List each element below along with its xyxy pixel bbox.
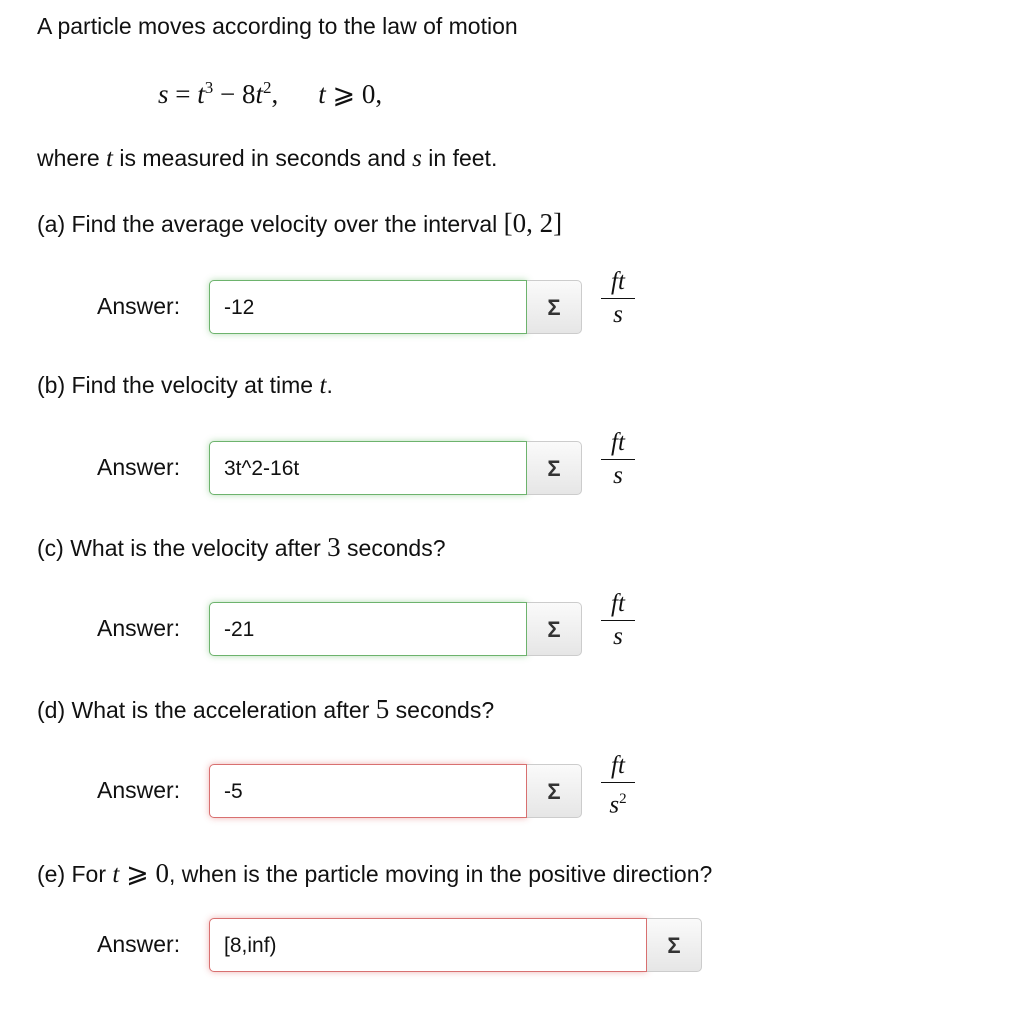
eq-cond-t: t [318, 79, 326, 109]
answer-input-b[interactable]: 3t^2-16t [209, 441, 527, 495]
eq-minus: − 8 [213, 79, 256, 109]
question-c [37, 532, 446, 563]
unit-fraction [601, 429, 635, 492]
q-math-t: t [112, 861, 120, 888]
answer-label: Answer: [97, 615, 181, 641]
answer-input-d[interactable]: -5 [209, 764, 527, 818]
q-text: (d) What is the acceleration after [37, 697, 376, 723]
intro-text: A particle moves according to the law of motion [37, 13, 518, 39]
equation-editor-button[interactable]: Σ [527, 280, 582, 334]
unit-fraction [601, 752, 635, 821]
unit-num: ft [601, 590, 635, 621]
answer-input-c[interactable]: -21 [209, 602, 527, 656]
q-post: seconds? [340, 535, 446, 561]
where-c: in feet. [421, 145, 498, 171]
where-s: s [412, 145, 422, 172]
unit-den-text: s [613, 301, 623, 328]
answer-input-e[interactable]: [8,inf) [209, 918, 647, 972]
unit-num: ft [601, 752, 635, 783]
q-text: (b) Find the velocity at time [37, 372, 320, 398]
q-post: , when is the particle moving in the positive direction? [168, 861, 713, 887]
eq-cond: ⩾ 0, [325, 79, 383, 109]
unit-num: ft [601, 429, 635, 460]
answer-label: Answer: [97, 777, 181, 803]
eq-exp2: 2 [263, 78, 272, 97]
q-text: (a) Find the average velocity over the interval [37, 211, 504, 237]
q-post: . [326, 372, 333, 398]
eq-t2: t [255, 79, 264, 109]
answer-label: Answer: [97, 454, 181, 480]
unit-den-text: s [613, 623, 623, 650]
answer-input-a[interactable]: -12 [209, 280, 527, 334]
unit-fraction [601, 590, 635, 653]
question-e [37, 858, 712, 889]
unit-exp: 2 [619, 791, 627, 807]
q-math: ⩾ 0 [119, 858, 169, 888]
question-b [37, 372, 333, 400]
question-a [37, 208, 562, 239]
unit-den-text: s [613, 462, 623, 489]
question-d [37, 694, 494, 725]
where-t: t [106, 145, 113, 172]
answer-label: Answer: [97, 293, 181, 319]
eq-comma: , [271, 79, 279, 109]
q-text: (c) What is the velocity after [37, 535, 328, 561]
where-a: where [37, 145, 107, 171]
q-math: 5 [375, 694, 390, 724]
equation-editor-button[interactable]: Σ [647, 918, 702, 972]
unit-den [601, 621, 635, 653]
where-text [37, 145, 497, 173]
equation-editor-button[interactable]: Σ [527, 764, 582, 818]
unit-den [601, 299, 635, 331]
unit-num: ft [601, 268, 635, 299]
eq-t: t [197, 79, 205, 109]
q-text: (e) For [37, 861, 113, 887]
q-math: [0, 2] [503, 208, 563, 238]
q-math: 3 [327, 532, 341, 562]
eq-exp3: 3 [204, 78, 214, 97]
q-math: t [319, 372, 327, 399]
unit-fraction [601, 268, 635, 331]
unit-den-text: s [609, 791, 620, 819]
equation-editor-button[interactable]: Σ [527, 602, 582, 656]
eq-s: s [158, 79, 169, 109]
where-b: is measured in seconds and [113, 145, 413, 171]
unit-den [601, 783, 635, 821]
equation: $s = t^3 - 8t^2$, t ⩾ 0, [158, 78, 383, 109]
q-post: seconds? [389, 697, 495, 723]
equation-editor-button[interactable]: Σ [527, 441, 582, 495]
unit-den [601, 460, 635, 492]
answer-label: Answer: [97, 931, 181, 957]
